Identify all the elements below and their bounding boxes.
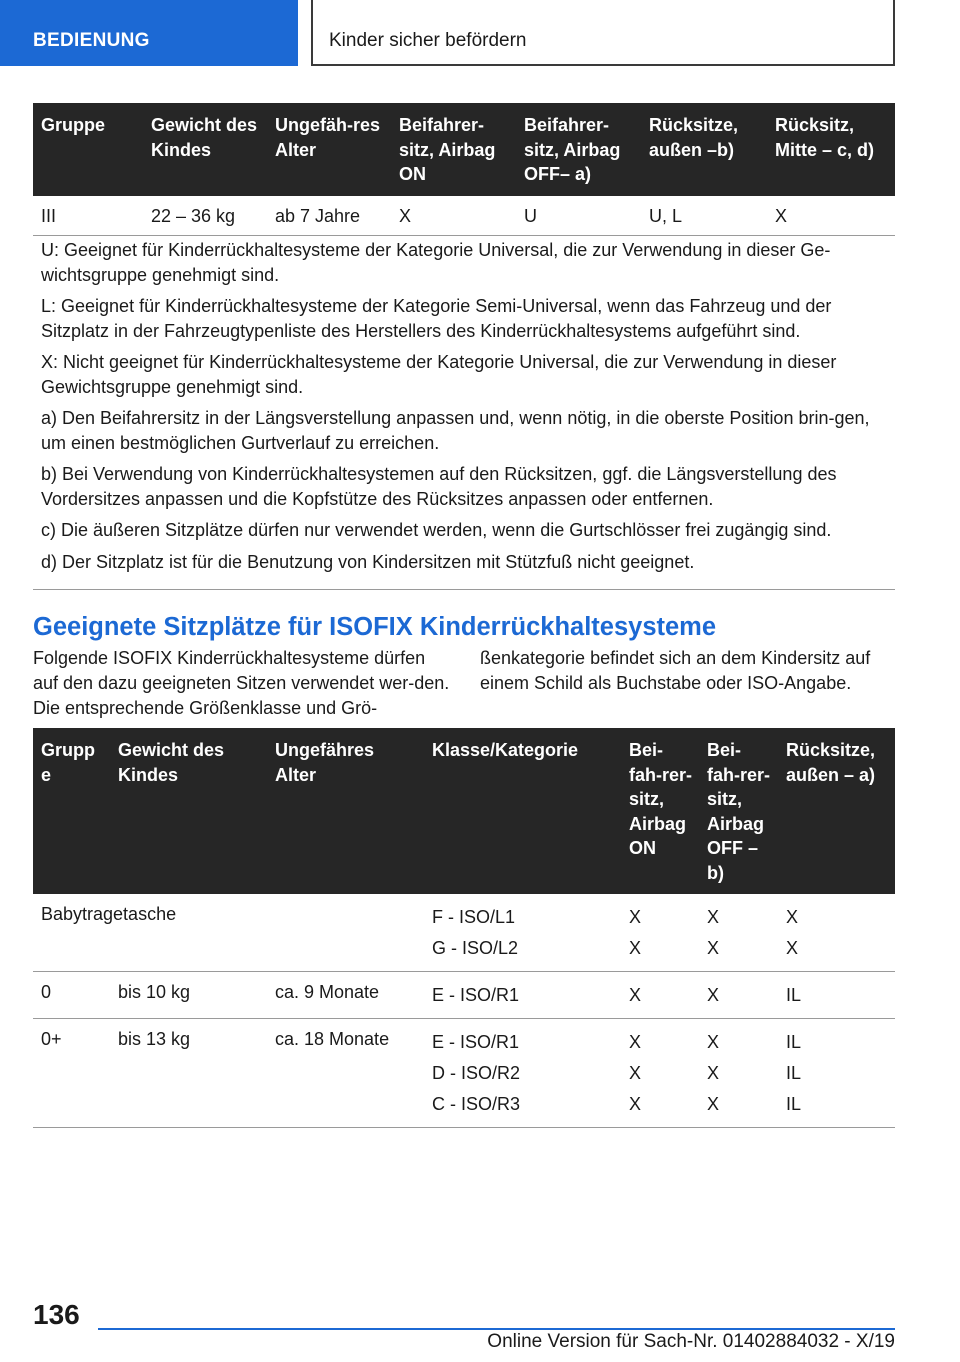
table-row — [33, 972, 895, 1019]
page-title: Kinder sicher befördern — [329, 30, 527, 51]
page-number: 136 — [33, 1299, 80, 1330]
value: IL — [786, 1032, 802, 1052]
note-c: c) Die äußeren Sitzplätze dürfen nur verwendet werden, wenn die Gurtschlösser frei zugängig sind. — [41, 520, 832, 540]
header-rear-outer: Rücksitze, außen – a) — [778, 728, 895, 894]
value: IL — [786, 1063, 802, 1083]
note-l: L: Geeignet für Kinderrückhaltesysteme der Kategorie Semi-Universal, wenn das Fahrzeug und der Sitzplatz in der Fahrzeugtypenliste des Herstellers des Kinderrückhaltesystems aufgeführt sind. — [41, 296, 832, 341]
header-group: Gruppe — [33, 103, 143, 196]
isofix-table — [33, 728, 895, 1128]
cell-age: ca. 18 Monate — [267, 1019, 424, 1128]
cell-passenger-airbag-on: X — [391, 196, 516, 236]
page-header-title-box — [311, 0, 895, 66]
value: X — [629, 1032, 642, 1052]
cell-group: 0 — [33, 972, 110, 1019]
cell-weight: bis 10 kg — [110, 972, 267, 1019]
cell-rear-middle: X — [767, 196, 895, 236]
header-passenger-airbag-off: Bei-fah-rer-sitz, Airbag OFF – b) — [699, 728, 778, 894]
cell-passenger-airbag-off: U — [516, 196, 641, 236]
cell-passenger-airbag-off — [699, 972, 778, 1019]
value: X — [707, 985, 720, 1005]
cell-passenger-airbag-off — [699, 894, 778, 972]
section-heading: Geeignete Sitzplätze für ISOFIX Kinderrückhaltesysteme — [33, 613, 717, 641]
note-a: a) Den Beifahrersitz in der Längsverstellung anpassen und, wenn nötig, in die oberste Position brin-gen, um einen bestmöglichen Gurtverlauf zu erreichen. — [41, 408, 870, 453]
footer-text: Online Version für Sach-Nr. 01402884032 - X/19 — [487, 1331, 895, 1352]
note-b: b) Bei Verwendung von Kinderrückhaltesystemen auf den Rücksitzen, ggf. die Längsverstellung des Vordersitzes anpassen und die Kopfstütze des Rücksitzes anpassen oder entfernen. — [41, 464, 837, 509]
class-value: C - ISO/R3 — [432, 1094, 521, 1114]
header-passenger-airbag-on: Beifahrer-sitz, Airbag ON — [391, 103, 516, 196]
value: X — [707, 938, 720, 958]
note-d: d) Der Sitzplatz ist für die Benutzung von Kindersitzen mit Stützfuß nicht geeignet. — [41, 551, 695, 572]
value: X — [707, 1094, 720, 1114]
note-x: X: Nicht geeignet für Kinderrückhaltesysteme der Kategorie Universal, die zur Verwendung in dieser Gewichtsgruppe genehmigt sind. — [41, 352, 837, 397]
cell-passenger-airbag-off — [699, 1019, 778, 1128]
cell-weight: 22 – 36 kg — [143, 196, 267, 236]
cell-weight: bis 13 kg — [110, 1019, 267, 1128]
footer-divider — [98, 1328, 895, 1330]
class-value: G - ISO/L2 — [432, 938, 519, 958]
header-passenger-airbag-off: Beifahrer-sitz, Airbag OFF– a) — [516, 103, 641, 196]
header-age: Ungefäh-res Alter — [267, 103, 391, 196]
cell-passenger-airbag-on — [621, 972, 699, 1019]
value: X — [629, 1063, 642, 1083]
cell-class — [424, 1019, 621, 1128]
value: X — [629, 938, 642, 958]
table-row — [33, 1019, 895, 1128]
group-table — [33, 103, 895, 236]
value: X — [707, 907, 720, 927]
header-rear-outer: Rücksitze, außen –b) — [641, 103, 767, 196]
table-row — [33, 894, 895, 972]
class-value: E - ISO/R1 — [432, 1032, 520, 1052]
header-rear-middle: Rücksitz, Mitte – c, d) — [767, 103, 895, 196]
cell-age: ca. 9 Monate — [267, 972, 424, 1019]
cell-age: ab 7 Jahre — [267, 196, 391, 236]
cell-group: Babytragetasche — [33, 894, 424, 972]
cell-passenger-airbag-on — [621, 1019, 699, 1128]
class-value: E - ISO/R1 — [432, 985, 520, 1005]
header-passenger-airbag-on: Bei-fah-rer-sitz, Airbag ON — [621, 728, 699, 894]
cell-passenger-airbag-on — [621, 894, 699, 972]
cell-group: 0+ — [33, 1019, 110, 1128]
table-row — [33, 196, 895, 236]
chapter-label: BEDIENUNG — [33, 30, 150, 51]
intro-text-right: ßenkategorie befindet sich an dem Kindersitz auf einem Schild als Buchstabe oder ISO-Angabe. — [480, 648, 871, 693]
class-value: D - ISO/R2 — [432, 1063, 521, 1083]
chapter-tab — [0, 0, 298, 66]
value: X — [786, 907, 799, 927]
header-weight: Gewicht des Kindes — [110, 728, 267, 894]
cell-rear-outer — [778, 972, 895, 1019]
cell-rear-outer: U, L — [641, 196, 767, 236]
header-weight: Gewicht des Kindes — [143, 103, 267, 196]
value: X — [629, 985, 642, 1005]
note-u: U: Geeignet für Kinderrückhaltesysteme der Kategorie Universal, die zur Verwendung in dieser Ge-wichtsgruppe genehmigt sind. — [41, 240, 831, 285]
class-value: F - ISO/L1 — [432, 907, 516, 927]
cell-class — [424, 894, 621, 972]
value: X — [629, 1094, 642, 1114]
value: IL — [786, 1094, 802, 1114]
cell-rear-outer — [778, 894, 895, 972]
header-class: Klasse/Kategorie — [424, 728, 621, 894]
value: X — [786, 938, 799, 958]
intro-text-left: Folgende ISOFIX Kinderrückhaltesysteme dürfen auf den dazu geeigneten Sitzen verwendet wer-den. Die entsprechende Größenklasse und Grö- — [33, 648, 450, 718]
header-age: Ungefähres Alter — [267, 728, 424, 894]
cell-class — [424, 972, 621, 1019]
value: IL — [786, 985, 802, 1005]
header-group: Grupp e — [33, 728, 110, 894]
cell-rear-outer — [778, 1019, 895, 1128]
value: X — [707, 1063, 720, 1083]
value: X — [707, 1032, 720, 1052]
value: X — [629, 907, 642, 927]
table-notes — [33, 233, 895, 590]
cell-group: III — [33, 196, 143, 236]
